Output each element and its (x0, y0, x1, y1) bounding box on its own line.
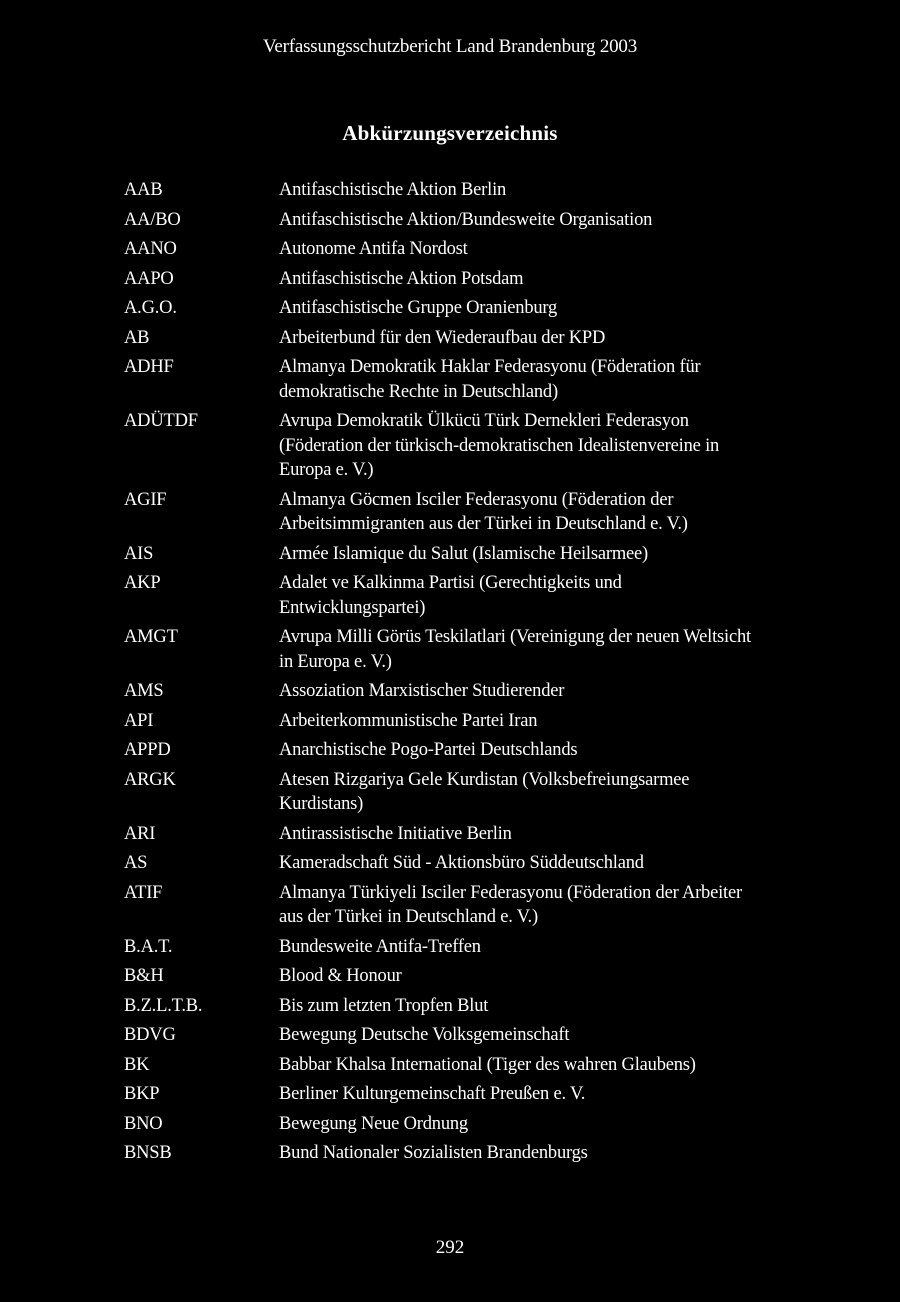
abbreviation-entry (124, 994, 764, 1019)
abbreviation-entry (124, 326, 764, 351)
abbreviation-entry (124, 964, 764, 989)
abbreviation: APPD (124, 740, 171, 760)
abbreviation-entry (124, 625, 764, 674)
definition: Avrupa Demokratik Ülkücü Türk Dernekleri Federasyon (Föderation der türkisch-demokratischen Idealistenvereine in Europa e. V.) (279, 411, 720, 480)
abbreviation-entry (124, 355, 764, 404)
abbreviation: AA/BO (124, 209, 181, 230)
abbreviation: BNSB (124, 1143, 172, 1163)
definition: Avrupa Milli Görüs Teskilatlari (Vereinigung der neuen Weltsicht in Europa e. V.) (279, 627, 751, 672)
abbreviation-entry (124, 851, 764, 876)
definition: Bis zum letzten Tropfen Blut (279, 995, 489, 1016)
abbreviation: B.Z.L.T.B. (124, 995, 203, 1016)
abbreviation-entry (124, 768, 764, 817)
abbreviation-entry (124, 571, 764, 620)
definition: Antifaschistische Aktion/Bundesweite Organisation (279, 209, 653, 230)
definition: Almanya Demokratik Haklar Federasyonu (Föderation für demokratische Rechte in Deutschland) (279, 357, 701, 402)
abbreviation: ADÜTDF (124, 411, 198, 431)
abbreviation-entry (124, 1141, 764, 1166)
definition: Antifaschistische Aktion Berlin (279, 180, 507, 200)
definition: Bewegung Neue Ordnung (279, 1113, 468, 1134)
abbreviation: AMGT (124, 627, 178, 647)
definition: Bundesweite Antifa-Treffen (279, 936, 481, 957)
abbreviation-entry (124, 1112, 764, 1137)
abbreviation-entry (124, 822, 764, 847)
abbreviation-entry (124, 267, 764, 292)
abbreviation: BK (124, 1054, 150, 1075)
abbreviation: ARI (124, 823, 156, 844)
abbreviation: AAB (124, 180, 163, 200)
abbreviation: AS (124, 853, 148, 873)
definition: Assoziation Marxistischer Studierender (279, 681, 565, 701)
abbreviation: B.A.T. (124, 936, 173, 957)
definition: Atesen Rizgariya Gele Kurdistan (Volksbefreiungsarmee Kurdistans) (279, 769, 690, 814)
abbreviation-entry (124, 709, 764, 734)
abbreviation: AB (124, 327, 150, 348)
abbreviation-entry (124, 1023, 764, 1048)
definition: Bewegung Deutsche Volksgemeinschaft (279, 1025, 570, 1045)
abbreviation: API (124, 710, 154, 731)
definition: Blood & Honour (279, 966, 402, 986)
abbreviation-entry (124, 1082, 764, 1107)
abbreviation: A.G.O. (124, 298, 177, 318)
abbreviation-entry (124, 237, 764, 262)
abbreviation: B&H (124, 966, 164, 986)
definition: Autonome Antifa Nordost (279, 239, 468, 259)
abbreviation-entry (124, 542, 764, 567)
abbreviation-entry (124, 679, 764, 704)
running-header: Verfassungsschutzbericht Land Brandenburg 2003 (262, 36, 638, 57)
definition: Almanya Göcmen Isciler Federasyonu (Föderation der Arbeitsimmigranten aus der Türkei in Deutschland e. V.) (279, 489, 688, 534)
abbreviation: AMS (124, 681, 164, 701)
definition: Berliner Kulturgemeinschaft Preußen e. V. (279, 1084, 586, 1104)
definition: Antifaschistische Aktion Potsdam (279, 268, 524, 289)
definition: Arbeiterbund für den Wiederaufbau der KPD (279, 327, 606, 348)
abbreviation-entry (124, 1053, 764, 1078)
abbreviation-list (124, 178, 764, 1171)
abbreviation-entry (124, 488, 764, 537)
abbreviation-entry (124, 935, 764, 960)
abbreviation-entry (124, 738, 764, 763)
abbreviation: ATIF (124, 882, 163, 903)
abbreviation: BDVG (124, 1025, 176, 1045)
abbreviation: ADHF (124, 357, 174, 377)
abbreviation: AKP (124, 573, 161, 593)
definition: Almanya Türkiyeli Isciler Federasyonu (Föderation der Arbeiter aus der Türkei in Deutschland e. V.) (279, 882, 742, 927)
definition: Antifaschistische Gruppe Oranienburg (279, 298, 558, 318)
page-number: 292 (435, 1237, 465, 1258)
abbreviation-entry (124, 178, 764, 203)
abbreviation-entry (124, 409, 764, 483)
abbreviation: AIS (124, 543, 154, 564)
abbreviation: ARGK (124, 769, 176, 790)
definition: Kameradschaft Süd - Aktionsbüro Süddeutschland (279, 853, 644, 873)
abbreviation: AGIF (124, 489, 167, 510)
definition: Adalet ve Kalkinma Partisi (Gerechtigkeits und Entwicklungspartei) (279, 573, 622, 618)
definition: Babbar Khalsa International (Tiger des wahren Glaubens) (279, 1054, 696, 1075)
abbreviation-entry (124, 881, 764, 930)
definition: Bund Nationaler Sozialisten Brandenburgs (279, 1143, 588, 1163)
abbreviation-entry (124, 208, 764, 233)
abbreviation: BKP (124, 1084, 160, 1104)
definition: Antirassistische Initiative Berlin (279, 823, 512, 844)
abbreviation: BNO (124, 1113, 163, 1134)
abbreviation: AANO (124, 239, 177, 259)
abbreviation: AAPO (124, 268, 174, 289)
definition: Anarchistische Pogo-Partei Deutschlands (279, 740, 578, 760)
page-title: Abkürzungsverzeichnis (342, 121, 558, 145)
definition: Armée Islamique du Salut (Islamische Heilsarmee) (279, 543, 649, 564)
abbreviation-entry (124, 296, 764, 321)
definition: Arbeiterkommunistische Partei Iran (279, 710, 538, 731)
